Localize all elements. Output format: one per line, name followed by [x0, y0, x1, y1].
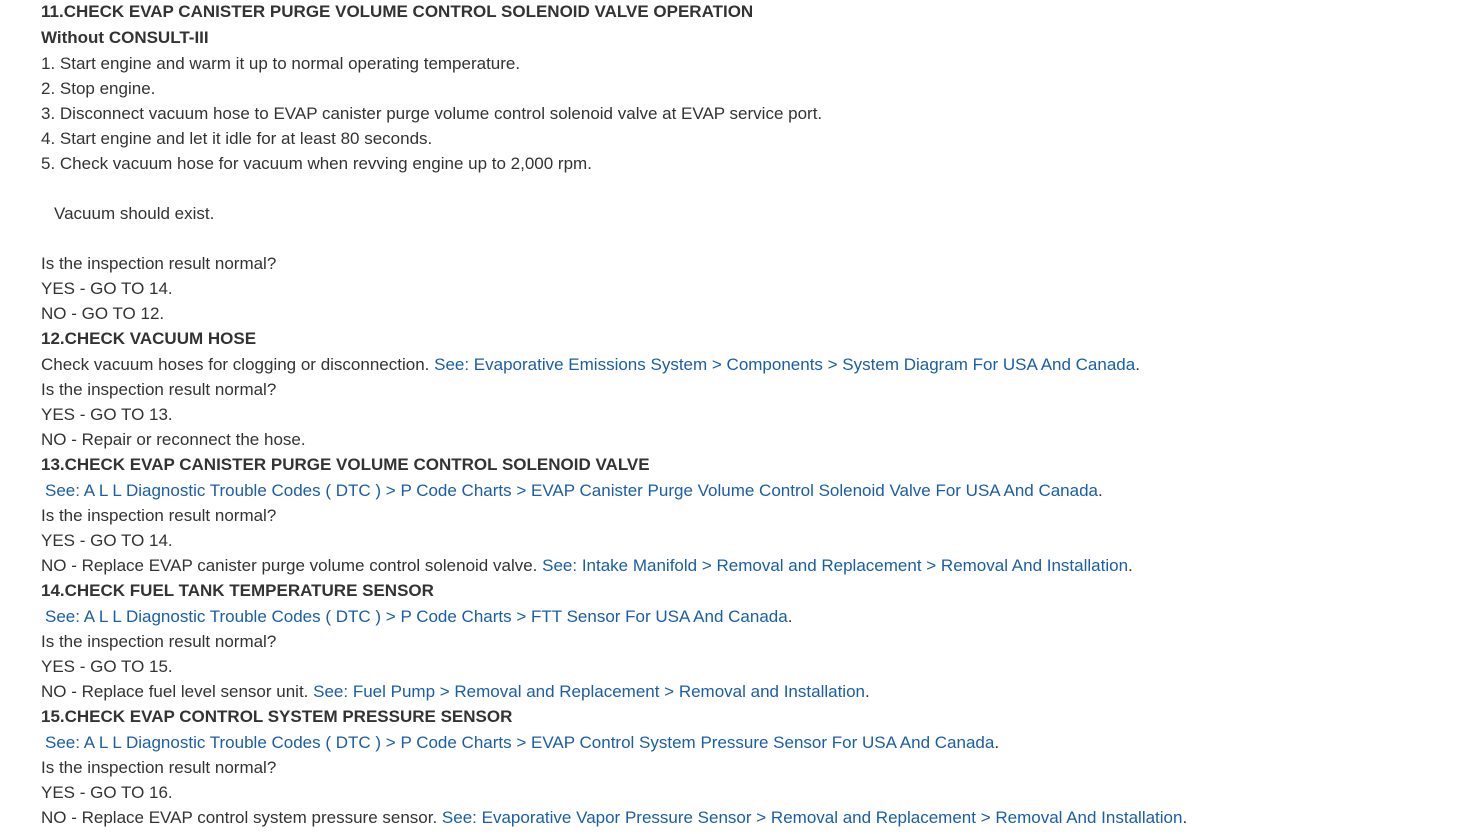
section-12-yes: YES - GO TO 13.: [41, 405, 173, 424]
section-11-step-5: 5. Check vacuum hose for vacuum when revving engine up to 2,000 rpm.: [41, 154, 592, 173]
section-15-no-line: [41, 807, 1187, 829]
section-13-link[interactable]: See: A L L Diagnostic Trouble Codes ( DTC ) > P Code Charts > EVAP Canister Purge Volume Control Solenoid Valve For USA And Canada: [45, 481, 1098, 500]
section-11-subtitle: Without CONSULT-III: [41, 28, 209, 47]
section-13-period: .: [1098, 481, 1103, 500]
section-15-no-text: NO - Replace EVAP control system pressure sensor.: [41, 808, 442, 827]
section-15-yes: YES - GO TO 16.: [41, 783, 173, 802]
section-11-no: NO - GO TO 12.: [41, 304, 165, 323]
section-13-yes: YES - GO TO 14.: [41, 531, 173, 550]
section-14-link[interactable]: See: A L L Diagnostic Trouble Codes ( DTC ) > P Code Charts > FTT Sensor For USA And Canada: [45, 607, 788, 626]
section-13-no-period: .: [1128, 556, 1133, 575]
section-13-no-link[interactable]: See: Intake Manifold > Removal and Replacement > Removal And Installation: [542, 556, 1129, 575]
section-15-link-line: [41, 732, 999, 754]
section-13-title: 13.CHECK EVAP CANISTER PURGE VOLUME CONTROL SOLENOID VALVE: [41, 455, 650, 474]
section-14-no-period: .: [865, 682, 870, 701]
section-14-no-link[interactable]: See: Fuel Pump > Removal and Replacement > Removal and Installation: [313, 682, 865, 701]
section-14-title: 14.CHECK FUEL TANK TEMPERATURE SENSOR: [41, 581, 434, 600]
section-11-step-1: 1. Start engine and warm it up to normal operating temperature.: [41, 54, 521, 73]
section-15-no-period: .: [1182, 808, 1188, 827]
section-12-no: NO - Repair or reconnect the hose.: [41, 430, 306, 449]
section-13-link-line: [41, 480, 1103, 502]
section-14-link-line: [41, 606, 792, 628]
section-11-step-2: 2. Stop engine.: [41, 79, 156, 98]
section-11-step-3: 3. Disconnect vacuum hose to EVAP canister purge volume control solenoid valve at EVAP service port.: [41, 104, 823, 123]
section-14-no-line: [41, 681, 870, 703]
section-12-text-line: [41, 354, 1140, 376]
section-13-no-text: NO - Replace EVAP canister purge volume control solenoid valve.: [41, 556, 543, 575]
section-12-text: Check vacuum hoses for clogging or disconnection.: [41, 355, 435, 374]
section-11-yes: YES - GO TO 14.: [41, 279, 173, 298]
section-12-title: 12.CHECK VACUUM HOSE: [41, 329, 257, 348]
section-11-title: 11.CHECK EVAP CANISTER PURGE VOLUME CONTROL SOLENOID VALVE OPERATION: [41, 2, 754, 21]
section-15-question: Is the inspection result normal?: [41, 758, 277, 777]
section-11-question: Is the inspection result normal?: [41, 254, 277, 273]
section-14-yes: YES - GO TO 15.: [41, 657, 173, 676]
section-14-question: Is the inspection result normal?: [41, 632, 277, 651]
section-12-link[interactable]: See: Evaporative Emissions System > Components > System Diagram For USA And Canada: [434, 355, 1136, 374]
section-13-no-line: [41, 555, 1133, 577]
section-14-no-text: NO - Replace fuel level sensor unit.: [41, 682, 314, 701]
section-11-step-4: 4. Start engine and let it idle for at least 80 seconds.: [41, 129, 433, 148]
section-15-period: .: [994, 733, 1000, 752]
section-11-spec: Vacuum should exist.: [54, 204, 215, 223]
section-14-period: .: [787, 607, 793, 626]
section-15-title: 15.CHECK EVAP CONTROL SYSTEM PRESSURE SENSOR: [41, 707, 513, 726]
section-13-question: Is the inspection result normal?: [41, 506, 277, 525]
section-15-no-link[interactable]: See: Evaporative Vapor Pressure Sensor > Removal and Replacement > Removal And Installation: [441, 808, 1183, 827]
section-12-period: .: [1135, 355, 1140, 374]
section-12-question: Is the inspection result normal?: [41, 380, 277, 399]
section-15-link[interactable]: See: A L L Diagnostic Trouble Codes ( DTC ) > P Code Charts > EVAP Control System Pressure Sensor For USA And Canada: [45, 733, 995, 752]
